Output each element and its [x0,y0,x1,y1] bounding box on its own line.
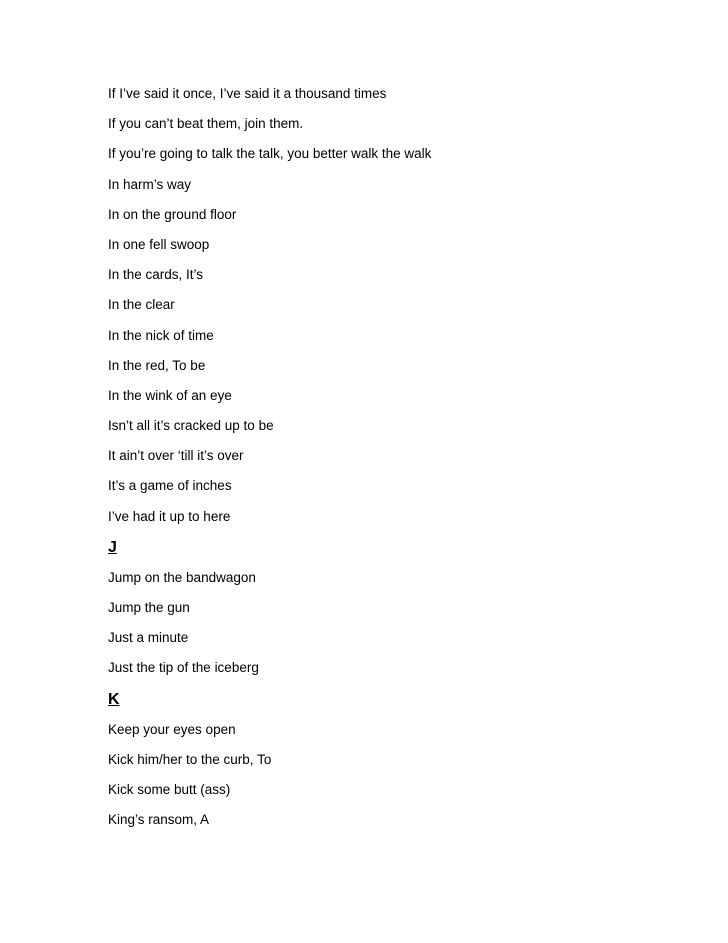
idiom-line: If you can’t beat them, join them. [108,116,304,132]
idiom-line: Just a minute [108,630,189,646]
idiom-line: In the cards, It’s [108,267,204,283]
section-heading-k: K [108,690,120,708]
idiom-line: If I’ve said it once, I’ve said it a thousand times [108,86,387,101]
idiom-line: King’s ransom, A [108,812,210,828]
section-heading-j: J [108,538,117,556]
idiom-line: Just the tip of the iceberg [108,660,259,676]
idiom-line: In the nick of time [108,327,214,343]
idiom-line: In the clear [108,297,175,313]
idiom-line: Kick some butt (ass) [108,781,231,797]
idiom-line: In one fell swoop [108,236,210,252]
idiom-line: In harm’s way [108,176,192,192]
idiom-line: In the wink of an eye [108,387,232,403]
idiom-line: Isn’t all it’s cracked up to be [108,418,274,434]
idiom-line: If you’re going to talk the talk, you better walk the walk [108,146,432,162]
idiom-line: Jump the gun [108,600,190,615]
idiom-line: Jump on the bandwagon [108,569,256,585]
idiom-line: In on the ground floor [108,206,237,222]
idiom-list [108,86,668,842]
idiom-line: It’s a game of inches [108,478,232,494]
idiom-line: In the red, To be [108,357,206,373]
idiom-line: Keep your eyes open [108,721,236,737]
idiom-line: I’ve had it up to here [108,508,231,524]
idiom-line: Kick him/her to the curb, To [108,751,272,767]
idiom-line: It ain’t over ‘till it’s over [108,448,244,464]
